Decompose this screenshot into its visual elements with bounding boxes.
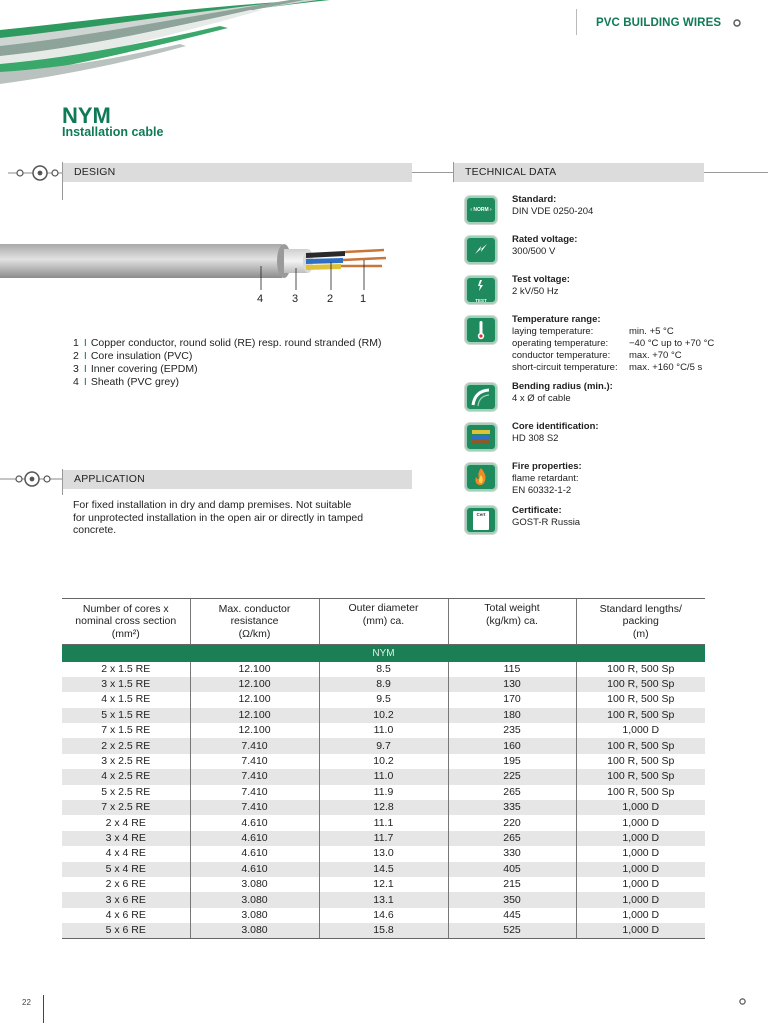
- table-cell: 100 R, 500 Sp: [576, 692, 705, 707]
- table-cell: 14.5: [319, 862, 448, 877]
- table-cell: 3.080: [190, 923, 319, 939]
- certificate-icon: Cert: [465, 506, 497, 534]
- standard-value: DIN VDE 0250-204: [512, 206, 594, 217]
- temperature-table: [512, 326, 714, 374]
- table-row: [62, 815, 705, 830]
- product-title: NYM: [62, 103, 111, 128]
- callout-label: 3: [292, 293, 299, 305]
- certificate-label: Certificate:: [512, 505, 562, 516]
- bending-radius-label: Bending radius (min.):: [512, 381, 613, 392]
- table-cell: 4.610: [190, 846, 319, 861]
- table-cell: 1,000 D: [576, 862, 705, 877]
- table-cell: 4 x 2.5 RE: [62, 769, 190, 784]
- design-heading: DESIGN: [63, 163, 412, 182]
- table-cell: 12.8: [319, 800, 448, 815]
- table-cell: 12.100: [190, 692, 319, 707]
- standard-label: Standard:: [512, 194, 557, 205]
- voltage-icon: [465, 236, 497, 264]
- table-cell: 3 x 4 RE: [62, 831, 190, 846]
- table-cell: 4.610: [190, 862, 319, 877]
- table-cell: 215: [448, 877, 576, 892]
- table-row: [62, 908, 705, 923]
- table-row: [62, 877, 705, 892]
- design-component-list: [73, 337, 381, 389]
- table-cell: 3.080: [190, 892, 319, 907]
- fire-properties-label: Fire properties:: [512, 461, 582, 472]
- table-row: [62, 723, 705, 738]
- core-colors-icon: [465, 423, 497, 451]
- table-cell: 1,000 D: [576, 846, 705, 861]
- table-cell: 1,000 D: [576, 723, 705, 738]
- table-row: [62, 785, 705, 800]
- table-row: [62, 800, 705, 815]
- callout-label: 1: [360, 293, 367, 305]
- callout-label: 2: [327, 293, 334, 305]
- table-cell: 405: [448, 862, 576, 877]
- test-voltage-icon: TEST: [465, 276, 497, 304]
- table-cell: 11.0: [319, 769, 448, 784]
- core-identification-label: Core identification:: [512, 421, 599, 432]
- table-cell: 350: [448, 892, 576, 907]
- table-cell: 11.7: [319, 831, 448, 846]
- norm-icon: ‹ NORM ›: [465, 196, 497, 224]
- table-cell: 2 x 6 RE: [105, 878, 146, 891]
- table-cell: 2 x 2.5 RE: [62, 738, 190, 753]
- table-cell: 1,000 D: [576, 831, 705, 846]
- table-cell: 4.610: [190, 831, 319, 846]
- table-cell: 7.410: [190, 785, 319, 800]
- table-cell: 445: [448, 908, 576, 923]
- specifications-table: [62, 598, 705, 939]
- table-row: [62, 662, 705, 677]
- table-cell: 180: [448, 708, 576, 723]
- table-cell: 12.100: [190, 662, 319, 677]
- flame-icon: [465, 463, 497, 491]
- table-cell: 12.100: [190, 708, 319, 723]
- table-cell: 5 x 1.5 RE: [62, 708, 190, 723]
- table-cell: 14.6: [319, 908, 448, 923]
- list-item: 2 I Core insulation (PVC): [73, 350, 193, 362]
- column-header: Outer diameter (mm) ca.: [319, 599, 448, 645]
- rated-voltage-value: 300/500 V: [512, 246, 556, 257]
- table-cell: 100 R, 500 Sp: [576, 754, 705, 769]
- header-bullet-icon: [733, 19, 741, 27]
- temperature-row: laying temperature: min. +5 °C: [512, 326, 674, 337]
- table-group-row: [62, 645, 705, 662]
- table-cell: 10.2: [319, 708, 448, 723]
- group-label: NYM: [62, 645, 705, 662]
- table-cell: 170: [448, 692, 576, 707]
- table-row: [62, 692, 705, 707]
- rated-voltage-label: Rated voltage:: [512, 234, 578, 245]
- table-row: [62, 754, 705, 769]
- table-cell: 235: [448, 723, 576, 738]
- product-subtitle: Installation cable: [62, 125, 164, 139]
- column-header: Standard lengths/ packing (m): [576, 599, 705, 645]
- list-item: 1 I Copper conductor, round solid (RE) resp. round stranded (RM): [73, 337, 382, 349]
- table-cell: 1,000 D: [576, 908, 705, 923]
- table-cell: 7 x 2.5 RE: [62, 800, 190, 815]
- table-cell: 4 x 1.5 RE: [101, 693, 151, 706]
- table-cell: 100 R, 500 Sp: [576, 662, 705, 677]
- table-cell: 1,000 D: [576, 923, 705, 939]
- table-cell: 130: [448, 677, 576, 692]
- bending-radius-value: 4 x Ø of cable: [512, 393, 571, 404]
- table-cell: 2 x 4 RE: [105, 816, 146, 829]
- table-cell: 525: [448, 923, 576, 939]
- temperature-row: short-circuit temperature: max. +160 °C/5 s: [512, 362, 703, 373]
- table-cell: 3 x 1.5 RE: [62, 677, 190, 692]
- temperature-row: conductor temperature: max. +70 °C: [512, 350, 682, 361]
- technical-data-heading: TECHNICAL DATA: [454, 163, 704, 182]
- table-cell: 9.5: [319, 692, 448, 707]
- table-cell: 12.100: [190, 723, 319, 738]
- section-line: [412, 172, 454, 173]
- footer-divider: [43, 995, 44, 1023]
- table-cell: 1,000 D: [576, 815, 705, 830]
- temperature-label: Temperature range:: [512, 314, 601, 325]
- table-row: [62, 831, 705, 846]
- header-divider: [576, 9, 577, 35]
- table-cell: 12.100: [190, 677, 319, 692]
- table-cell: 13.0: [319, 846, 448, 861]
- table-cell: 5 x 6 RE: [62, 923, 190, 939]
- table-cell: 11.0: [319, 723, 448, 738]
- bending-radius-icon: [465, 383, 497, 411]
- table-cell: 13.1: [319, 892, 448, 907]
- application-heading: APPLICATION: [63, 470, 412, 489]
- table-cell: 1,000 D: [576, 892, 705, 907]
- table-cell: 330: [448, 846, 576, 861]
- fire-properties-value: flame retardant: EN 60332-1-2: [512, 473, 579, 496]
- table-cell: 2 x 1.5 RE: [101, 662, 151, 675]
- table-row: [62, 708, 705, 723]
- core-identification-value: HD 308 S2: [512, 433, 559, 444]
- table-cell: 3.080: [190, 908, 319, 923]
- callout-label: 4: [257, 293, 264, 305]
- column-header: Max. conductor resistance (Ω/km): [190, 599, 319, 645]
- table-cell: 1,000 D: [576, 877, 705, 892]
- table-cell: 100 R, 500 Sp: [576, 708, 705, 723]
- table-cell: 3 x 2.5 RE: [101, 755, 151, 768]
- table-cell: 265: [448, 785, 576, 800]
- section-connector-icon: [8, 163, 62, 183]
- page-number: 22: [22, 998, 31, 1007]
- table-cell: 4 x 6 RE: [105, 908, 146, 921]
- table-cell: 7.410: [190, 769, 319, 784]
- table-cell: 15.8: [319, 923, 448, 939]
- table-cell: 335: [448, 800, 576, 815]
- section-connector-icon: [0, 469, 62, 489]
- table-cell: 7.410: [190, 800, 319, 815]
- section-line: [704, 172, 768, 173]
- table-cell: 7.410: [190, 754, 319, 769]
- list-item: 3 I Inner covering (EPDM): [73, 363, 198, 375]
- table-row: [62, 738, 705, 753]
- table-cell: 8.5: [319, 662, 448, 677]
- table-cell: 7.410: [190, 738, 319, 753]
- table-cell: 220: [448, 815, 576, 830]
- table-cell: 1,000 D: [576, 800, 705, 815]
- table-cell: 4 x 4 RE: [105, 847, 146, 860]
- footer-bullet-icon: [739, 998, 746, 1005]
- table-cell: 3.080: [190, 877, 319, 892]
- table-cell: 160: [448, 738, 576, 753]
- table-cell: 100 R, 500 Sp: [576, 738, 705, 753]
- table-cell: 12.1: [319, 877, 448, 892]
- table-row: [62, 862, 705, 877]
- table-cell: 195: [448, 754, 576, 769]
- table-header-row: [62, 599, 705, 645]
- table-cell: 265: [448, 831, 576, 846]
- table-row: [62, 677, 705, 692]
- test-voltage-label: Test voltage:: [512, 274, 570, 285]
- table-cell: 100 R, 500 Sp: [576, 677, 705, 692]
- table-cell: 100 R, 500 Sp: [576, 769, 705, 784]
- table-cell: 10.2: [319, 754, 448, 769]
- table-row: [62, 923, 705, 939]
- table-cell: 9.7: [319, 738, 448, 753]
- section-title: PVC BUILDING WIRES: [596, 17, 722, 29]
- table-cell: 5 x 4 RE: [62, 862, 190, 877]
- temperature-row: operating temperature: −40 °C up to +70 °C: [512, 338, 715, 349]
- certificate-value: GOST-R Russia: [512, 517, 581, 528]
- table-cell: 225: [448, 769, 576, 784]
- cable-cross-section-illustration: [0, 238, 400, 308]
- column-header: Number of cores x nominal cross section (mm²): [62, 599, 190, 645]
- cable-banner-graphic: [0, 0, 330, 92]
- test-voltage-value: 2 kV/50 Hz: [512, 286, 559, 297]
- table-cell: 3 x 6 RE: [62, 892, 190, 907]
- table-cell: 4.610: [190, 815, 319, 830]
- list-item: 4 I Sheath (PVC grey): [73, 376, 179, 388]
- table-cell: 11.1: [319, 815, 448, 830]
- table-row: [62, 892, 705, 907]
- thermometer-icon: [465, 316, 497, 344]
- table-row: [62, 769, 705, 784]
- table-cell: 7 x 1.5 RE: [101, 724, 151, 737]
- table-cell: 5 x 2.5 RE: [101, 785, 151, 798]
- table-row: [62, 846, 705, 861]
- column-header: Total weight (kg/km) ca.: [448, 599, 576, 645]
- application-text: For fixed installation in dry and damp premises. Not suitable for unprotected installation in the open air or directly in tamped concrete.: [73, 499, 364, 536]
- table-cell: 8.9: [319, 677, 448, 692]
- table-cell: 11.9: [319, 785, 448, 800]
- table-cell: 100 R, 500 Sp: [576, 785, 705, 800]
- table-cell: 115: [448, 662, 576, 677]
